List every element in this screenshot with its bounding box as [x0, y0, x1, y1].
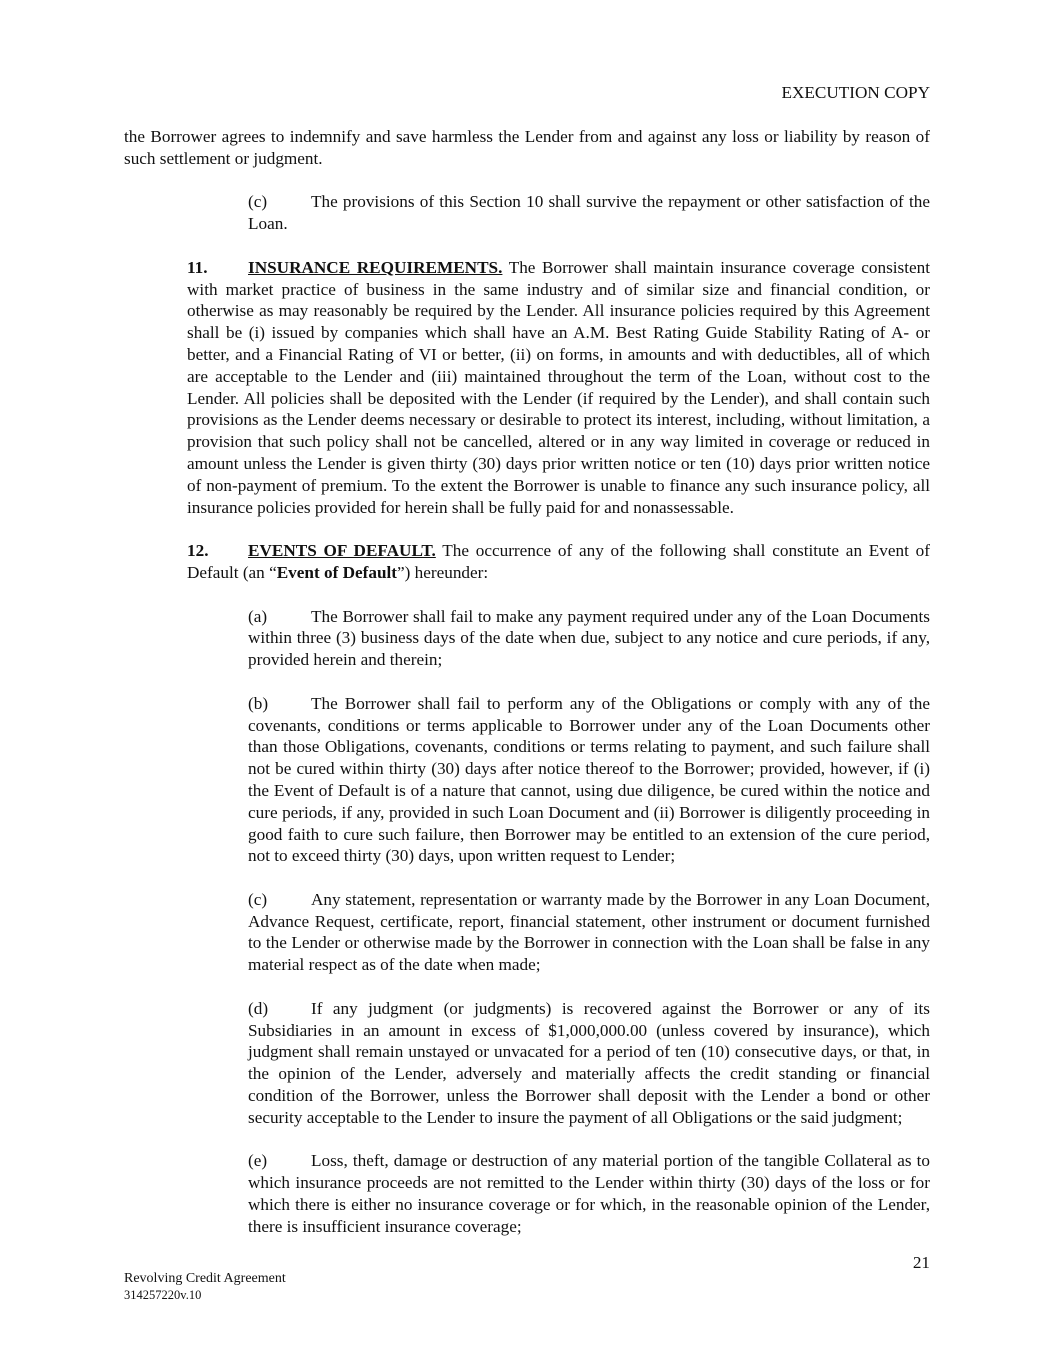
page-number: 21: [912, 1253, 930, 1272]
section-12-text-before: The occurrence of any of the following shall constitute an Event of Default (an “: [187, 541, 930, 582]
clause-12a: [124, 606, 930, 671]
clause-text: The Borrower shall fail to make any payment required under any of the Loan Documents within three (3) business days of the date when due, subject to any notice and cure periods, if any, provided herein and therein;: [248, 606, 930, 670]
footer-document-title: Revolving Credit Agreement: [124, 1271, 286, 1286]
footer-document-id: 314257220v.10: [124, 1288, 202, 1302]
clause-12e: [124, 1150, 930, 1237]
clause-10c: [124, 191, 930, 235]
clause-marker: (d): [248, 998, 269, 1018]
clause-text: Any statement, representation or warranty made by the Borrower in any Loan Document, Advance Request, certificate, report, financial statement, other instrument or document furnished to the Lender or otherwise made by the Borrower in connection with the Loan shall be false in any material respect as of the date when made;: [248, 889, 930, 975]
clause-text: The Borrower shall fail to perform any of the Obligations or comply with any of the covenants, conditions or terms applicable to Borrower under any of the Loan Documents other than those Obligations, covenants, conditions or terms relating to payment, and such failure shall not be cured within thirty (30) days after notice thereof to the Borrower; provided, however, if (i) the Event of Default is of a nature that cannot, using due diligence, be cured within the notice and cure periods, if any, provided in such Loan Document and (ii) Borrower is diligently proceeding in good faith to cure such failure, then Borrower may be entitled to an extension of the cure period, not to exceed thirty (30) days, upon written request to Lender;: [248, 693, 930, 866]
document-body: [124, 126, 930, 1238]
section-11-heading: INSURANCE REQUIREMENTS.: [248, 257, 503, 277]
clause-12b: [124, 693, 930, 867]
clause-text: Loss, theft, damage or destruction of any material portion of the tangible Collateral as to which insurance proceeds are not remitted to the Lender within thirty (30) days of the loss or for which there is either no insurance coverage or for which, in the reasonable opinion of the Lender, there is insufficient insurance coverage;: [248, 1151, 930, 1236]
intro-paragraph: the Borrower agrees to indemnify and save harmless the Lender from and against any loss or liability by reason of such settlement or judgment.: [124, 127, 930, 168]
clause-marker: (a): [248, 606, 268, 626]
clause-marker: (c): [248, 889, 268, 909]
section-12-number: 12.: [187, 541, 209, 561]
clause-12d: [124, 998, 930, 1129]
defined-term: Event of Default: [276, 562, 398, 582]
execution-copy-label: EXECUTION COPY: [781, 83, 930, 102]
section-12: [124, 540, 930, 584]
clause-marker: (e): [248, 1151, 268, 1171]
section-12-text-after: ”) hereunder:: [397, 562, 489, 582]
clause-text: The provisions of this Section 10 shall survive the repayment or other satisfaction of the Loan.: [248, 192, 930, 234]
section-11-number: 11.: [187, 257, 208, 277]
clause-text: If any judgment (or judgments) is recovered against the Borrower or any of its Subsidiaries in an amount in excess of $1,000,000.00 (unless covered by insurance), which judgment shall remain unstayed or unvacated for a period of ten (10) consecutive days, or that, in the opinion of the Lender, adversely and materially affects the credit standing or financial condition of the Borrower, unless the Borrower shall deposit with the Lender a bond or other security acceptable to the Lender to insure the payment of all Obligations or the said judgment;: [248, 998, 930, 1127]
clause-marker: (c): [248, 192, 268, 212]
section-11-text: The Borrower shall maintain insurance coverage consistent with market practice of business in the same industry and of similar size and financial condition, or otherwise as may reasonably be required by the Lender. All insurance policies required by this Agreement shall be (i) issued by companies which shall have an A.M. Best Rating Guide Stability Rating of A- or better, and a Financial Rating of VI or better, (ii) on forms, in amounts and with deductibles, all of which are acceptable to the Lender and (iii) maintained throughout the term of the Loan, without cost to the Lender. All policies shall be deposited with the Lender (if required by the Lender), and shall contain such provisions as the Lender deems necessary or desirable to protect its interest, including, without limitation, a provision that such policy shall not be cancelled, altered or in any way limited in coverage or reduced in amount unless the Lender is given thirty (30) days prior written notice or ten (10) days prior written notice of non-payment of premium. To the extent the Borrower is unable to finance any such insurance policy, all insurance policies provided for herein shall be fully paid for and nonassessable.: [187, 257, 930, 517]
section-12-heading: EVENTS OF DEFAULT.: [248, 541, 436, 561]
clause-marker: (b): [248, 693, 269, 713]
section-11: [124, 257, 930, 519]
clause-12c: [124, 889, 930, 976]
